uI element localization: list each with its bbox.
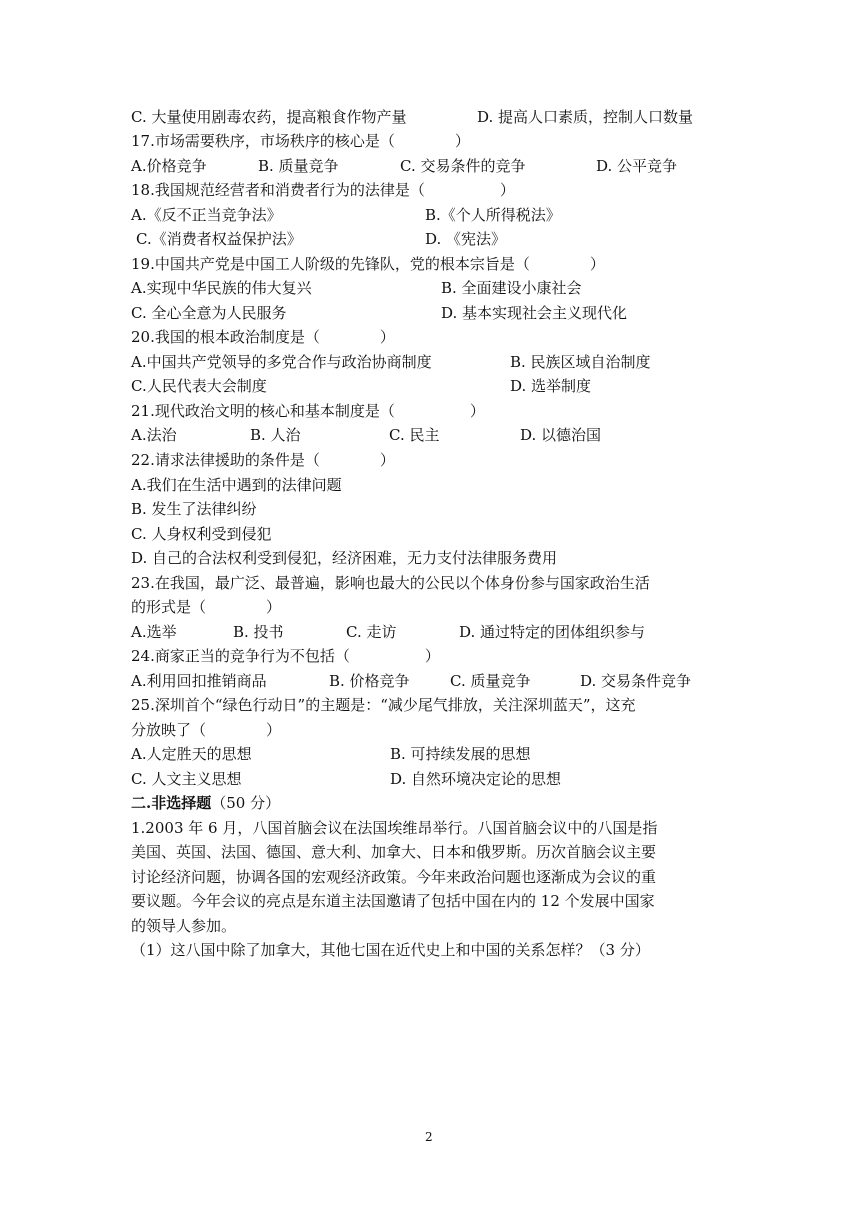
q23-stem-line1: 23.在我国，最广泛、最普遍，影响也最大的公民以个体身份参与国家政治生活 [131,574,650,592]
q23-option-b: B. 投书 [233,623,284,641]
q20-option-a: A.中国共产党领导的多党合作与政治协商制度 [131,353,432,371]
q25-option-a: A.人定胜天的思想 [131,745,252,763]
p1-line3: 讨论经济问题，协调各国的宏观经济政策。今年来政治问题也逐渐成为会议的重 [131,868,657,886]
q16-option-c: C. 大量使用剧毒农药，提高粮食作物产量 [131,108,407,126]
q22-option-c: C. 人身权利受到侵犯 [131,525,272,543]
q19-option-a: A.实现中华民族的伟大复兴 [131,279,312,297]
q23-option-d: D. 通过特定的团体组织参与 [459,623,646,641]
q25-option-c: C. 人文主义思想 [131,770,242,788]
q21-option-c: C. 民主 [389,426,440,444]
q24-option-a: A.利用回扣推销商品 [131,672,267,690]
section-2-heading [131,793,280,813]
q21-option-a: A.法治 [131,426,177,444]
q25-stem-line2: 分放映了（ ） [131,721,282,739]
q19-stem: 19.中国共产党是中国工人阶级的先锋队，党的根本宗旨是（ ） [131,255,605,273]
section-2-score: （50 分） [211,794,281,812]
q25-stem-line1: 25.深圳首个“绿色行动日”的主题是：“减少尾气排放，关注深圳蓝天”，这充 [131,696,636,714]
q17-stem: 17.市场需要秩序，市场秩序的核心是（ ） [131,132,470,150]
q22-option-d: D. 自己的合法权利受到侵犯，经济困难，无力支付法律服务费用 [131,549,558,567]
q24-option-d: D. 交易条件竞争 [580,672,692,690]
q17-option-d: D. 公平竞争 [596,157,678,175]
q24-option-c: C. 质量竞争 [450,672,531,690]
q18-option-b: B.《个人所得税法》 [425,206,561,224]
q20-option-d: D. 选举制度 [510,377,592,395]
q21-option-b: B. 人治 [250,426,301,444]
q21-stem: 21.现代政治文明的核心和基本制度是（ ） [131,402,485,420]
q18-option-c: C.《消费者权益保护法》 [136,230,302,248]
q18-option-a: A.《反不正当竞争法》 [131,206,282,224]
q16-option-d: D. 提高人口素质，控制人口数量 [477,108,694,126]
q24-option-b: B. 价格竞争 [329,672,410,690]
q19-option-d: D. 基本实现社会主义现代化 [441,304,628,322]
p1-line4: 要议题。今年会议的亮点是东道主法国邀请了包括中国在内的 12 个发展中国家 [131,892,655,910]
q20-option-b: B. 民族区域自治制度 [510,353,651,371]
q20-stem: 20.我国的根本政治制度是（ ） [131,328,395,346]
page-number: 2 [425,1130,433,1144]
q25-option-b: B. 可持续发展的思想 [390,745,531,763]
q22-option-a: A.我们在生活中遇到的法律问题 [131,476,342,494]
q22-option-b: B. 发生了法律纠纷 [131,500,257,518]
q23-option-c: C. 走访 [346,623,397,641]
section-2-title: 二.非选择题 [131,794,212,812]
p1-line1: 1.2003 年 6 月，八国首脑会议在法国埃维昂举行。八国首脑会议中的八国是指 [131,819,658,837]
q20-option-c: C.人民代表大会制度 [131,377,267,395]
q18-option-d: D. 《宪法》 [425,230,507,248]
q19-option-b: B. 全面建设小康社会 [441,279,582,297]
q17-option-c: C. 交易条件的竞争 [400,157,526,175]
q22-stem: 22.请求法律援助的条件是（ ） [131,451,395,469]
q25-option-d: D. 自然环境决定论的思想 [390,770,562,788]
q17-option-a: A.价格竞争 [131,157,207,175]
q23-stem-line2: 的形式是（ ） [131,598,282,616]
q17-option-b: B. 质量竞争 [258,157,339,175]
p1-line5: 的领导人参加。 [131,917,237,935]
q21-option-d: D. 以德治国 [520,426,602,444]
p1-question-1: （1）这八国中除了加拿大，其他七国在近代史上和中国的关系怎样？（3 分） [131,941,650,959]
q19-option-c: C. 全心全意为人民服务 [131,304,287,322]
q24-stem: 24.商家正当的竞争行为不包括（ ） [131,647,440,665]
p1-line2: 美国、英国、法国、德国、意大利、加拿大、日本和俄罗斯。历次首脑会议主要 [131,843,657,861]
q18-stem: 18.我国规范经营者和消费者行为的法律是（ ） [131,181,515,199]
q23-option-a: A.选举 [131,623,177,641]
